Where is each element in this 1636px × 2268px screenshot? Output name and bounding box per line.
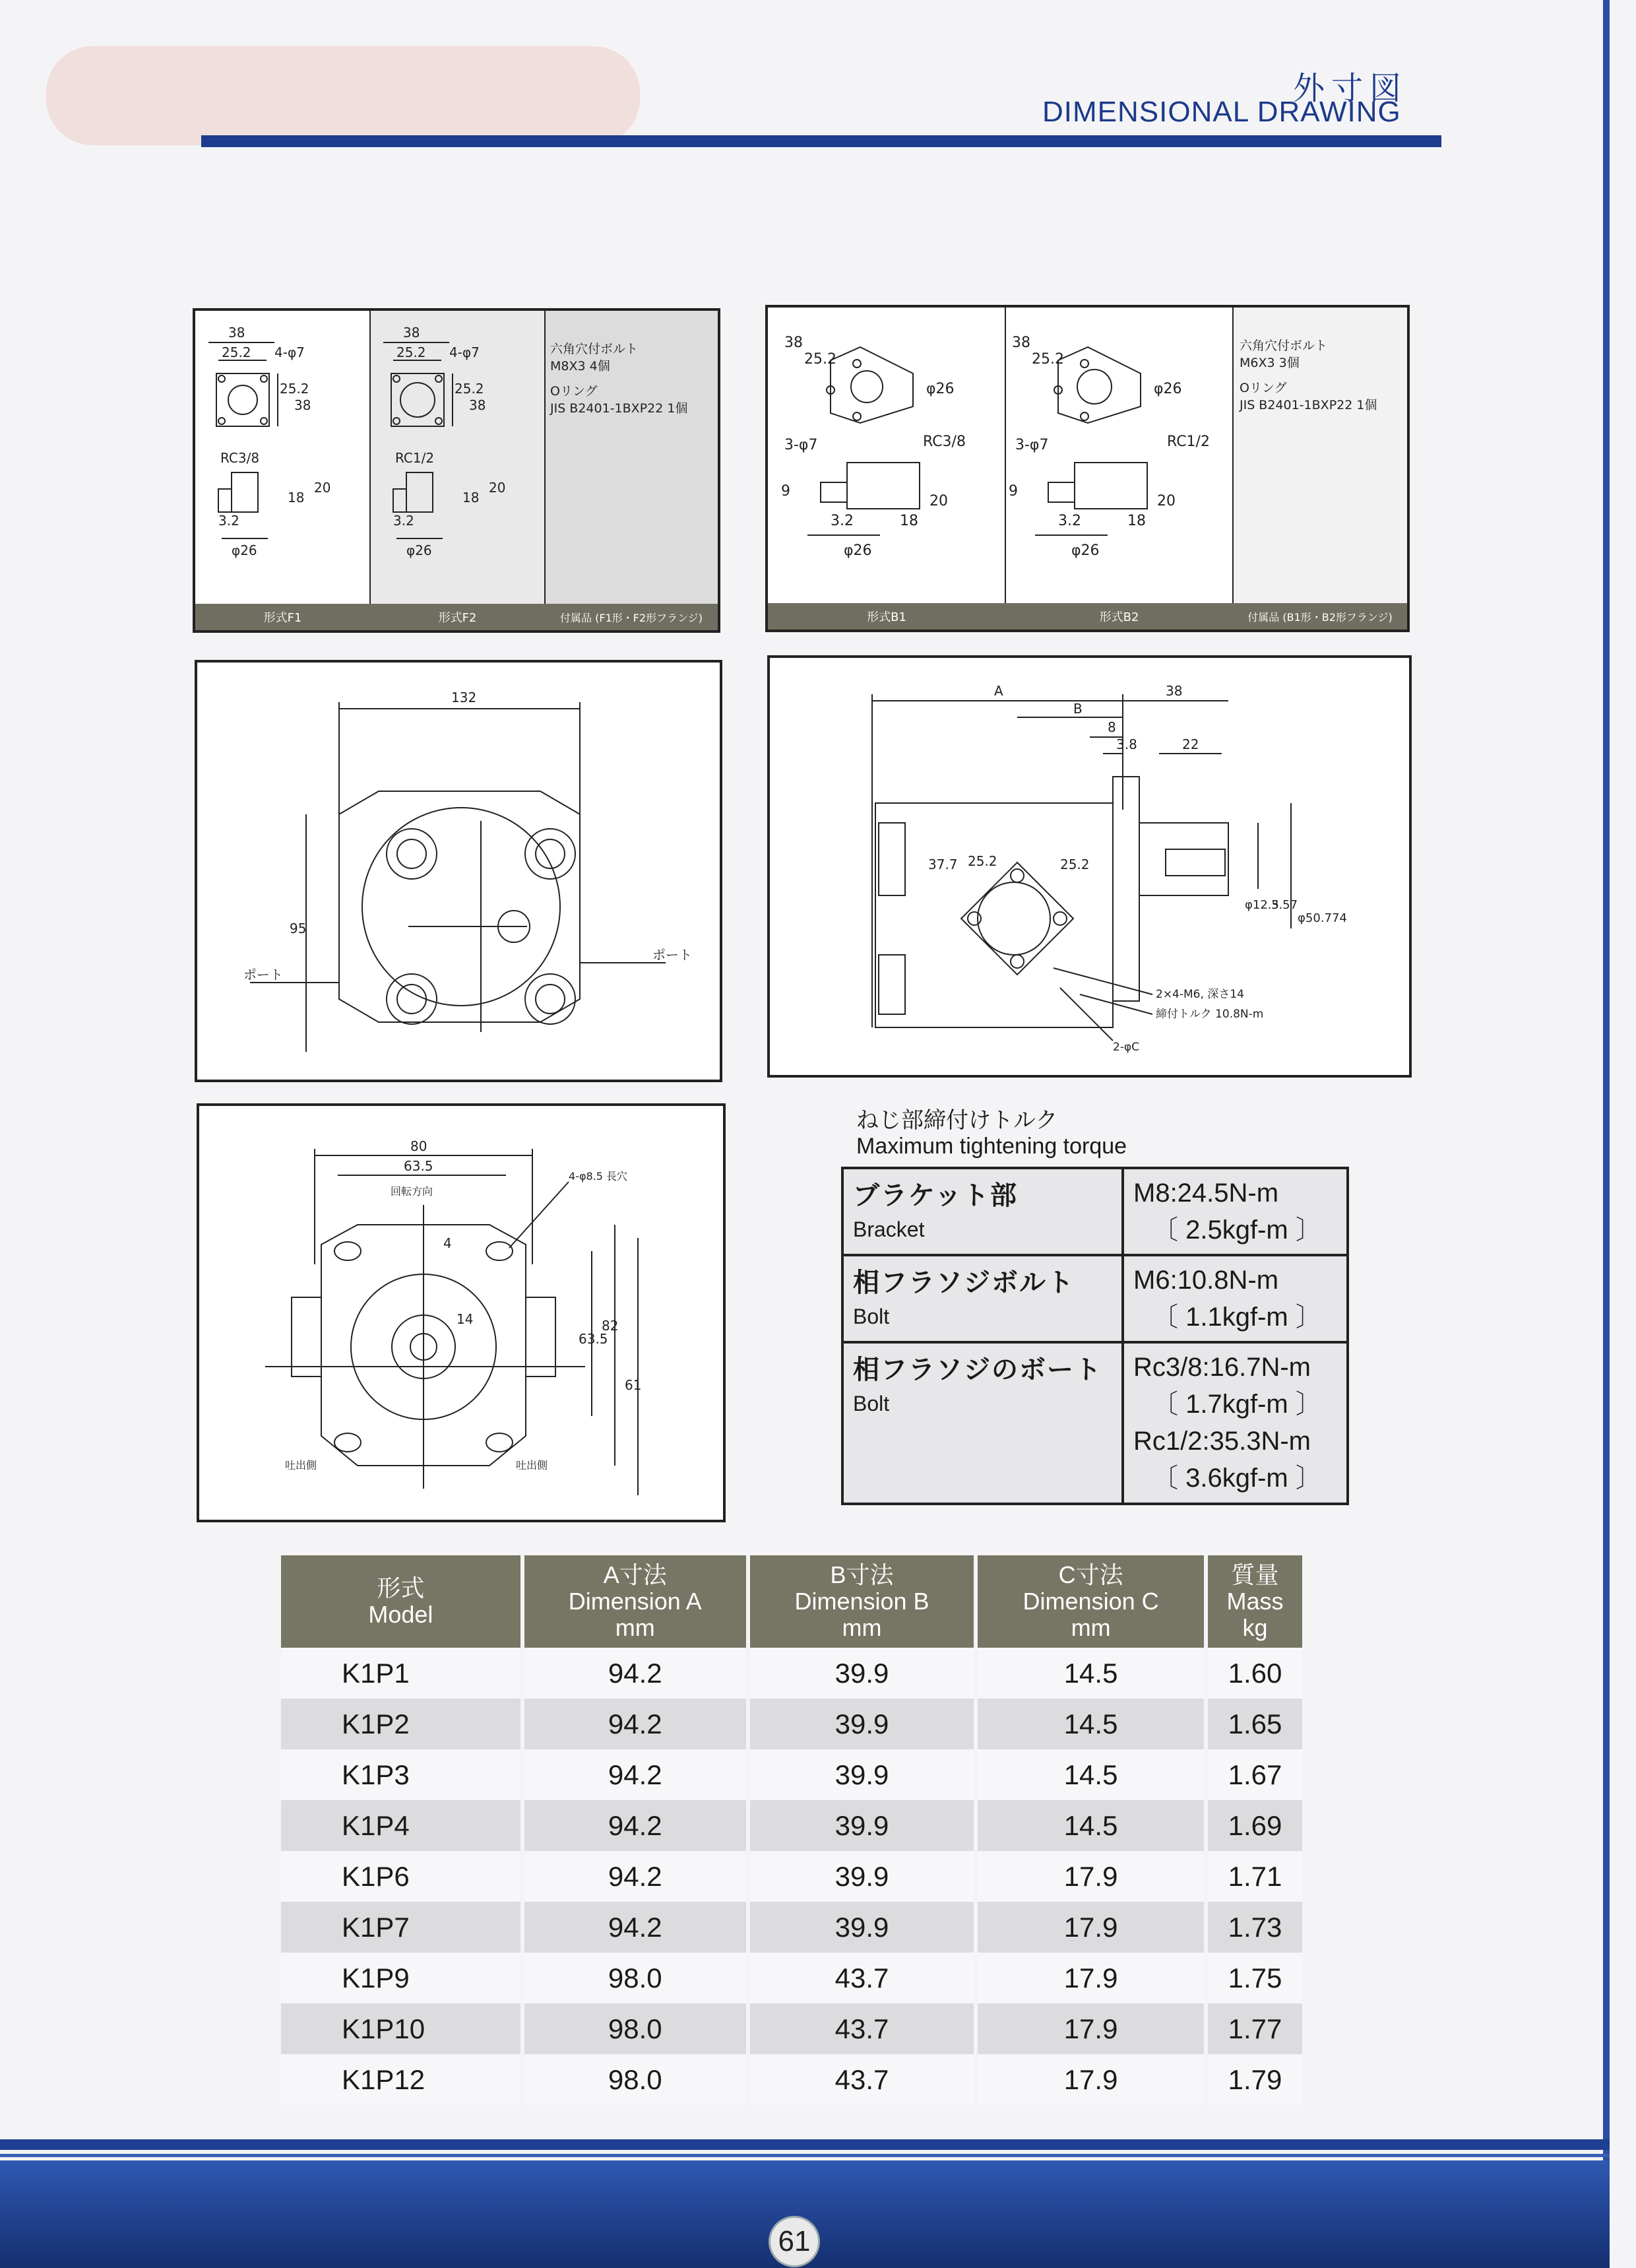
caption-f2: 形式F2 <box>370 604 545 630</box>
cell-dim-c: 17.9 <box>978 2003 1204 2054</box>
table-row <box>281 2054 1302 2105</box>
dim-80: 80 <box>410 1138 427 1154</box>
slot-note: 4-φ8.5 長穴 <box>569 1170 628 1183</box>
hole-note: 2-φC <box>1113 1041 1140 1054</box>
b2-dim: φ26 <box>1071 542 1100 559</box>
cell-dim-b: 39.9 <box>750 1851 974 1902</box>
torque-heading-jp: ねじ部締付けトルク <box>856 1107 1058 1134</box>
b2-dim: 9 <box>1009 483 1018 500</box>
f1-dim: 38 <box>228 325 245 340</box>
cell-dim-a: 98.0 <box>524 1953 746 2003</box>
cell-model: K1P6 <box>281 1851 520 1902</box>
caption-b2: 形式B2 <box>1005 603 1233 630</box>
cell-dim-c: 17.9 <box>978 1902 1204 1953</box>
cell-dim-c: 14.5 <box>978 1648 1204 1699</box>
cell-dim-b: 39.9 <box>750 1800 974 1851</box>
torque-value-kgf: 〔 1.1kgf-m 〕 <box>1152 1303 1322 1332</box>
flange-f-panel <box>193 308 720 633</box>
cell-mass: 1.71 <box>1208 1851 1302 1902</box>
b1-dim: 25.2 <box>804 351 836 368</box>
cell-dim-a: 94.2 <box>524 1749 746 1800</box>
caption-f1: 形式F1 <box>195 604 370 630</box>
table-row <box>281 1800 1302 1851</box>
page-edge-strip <box>1603 0 1610 2268</box>
cell-dim-b: 39.9 <box>750 1749 974 1800</box>
dim-3-57: 3.57 <box>1271 898 1298 912</box>
b2-dim: 25.2 <box>1032 351 1064 368</box>
cell-mass: 1.75 <box>1208 1953 1302 2003</box>
torque-row-bracket <box>842 1168 1348 1255</box>
cell-mass: 1.60 <box>1208 1648 1302 1699</box>
f2-dim: RC1/2 <box>395 450 435 466</box>
dim-b: B <box>1073 701 1083 717</box>
f2-dim: 25.2 <box>455 381 484 397</box>
table-row <box>281 1648 1302 1699</box>
dim-63-5-v: 63.5 <box>579 1331 608 1347</box>
dim-95: 95 <box>290 921 307 936</box>
table-row <box>281 1749 1302 1800</box>
b1-dim: φ26 <box>844 542 872 559</box>
dim-a: A <box>994 683 1003 699</box>
cell-dim-c: 17.9 <box>978 1953 1204 2003</box>
torque-part-jp: 相フラソジボルト <box>853 1268 1075 1298</box>
cell-dim-b: 43.7 <box>750 2054 974 2105</box>
cell-dim-b: 43.7 <box>750 2003 974 2054</box>
b1-dim: 9 <box>781 483 790 500</box>
b1-dim: 3.2 <box>831 513 854 529</box>
cell-model: K1P9 <box>281 1953 520 2003</box>
torque-row-flange-port <box>842 1342 1348 1504</box>
cell-dim-a: 94.2 <box>524 1902 746 1953</box>
b2-dim: 20 <box>1157 493 1176 509</box>
f2-dim: 18 <box>462 490 480 505</box>
table-row <box>281 1902 1302 1953</box>
f2-dim: φ26 <box>406 542 432 558</box>
table-row <box>281 2003 1302 2054</box>
cell-dim-a: 94.2 <box>524 1851 746 1902</box>
header-dimension-b: B寸法 Dimension B mm <box>750 1555 974 1648</box>
dim-25-2: 25.2 <box>1060 857 1090 872</box>
discharge-label-left: 吐出側 <box>285 1459 317 1472</box>
port-label-right: ポート <box>652 947 692 963</box>
torque-value: M8:24.5N-m <box>1133 1179 1279 1208</box>
torque-value: M6:10.8N-m <box>1133 1266 1279 1295</box>
dim-61: 61 <box>625 1377 642 1393</box>
torque-value: Rc1/2:35.3N-m <box>1133 1427 1311 1456</box>
b1-dim: φ26 <box>926 381 955 397</box>
caption-b1: 形式B1 <box>768 603 1005 630</box>
f2-dim: 3.2 <box>393 513 414 529</box>
b1-dim: 18 <box>900 513 918 529</box>
dim-14: 14 <box>456 1311 474 1327</box>
f1-dim: 18 <box>288 490 305 505</box>
torque-value-kgf: 〔 2.5kgf-m 〕 <box>1152 1215 1322 1245</box>
pump-front-view-panel <box>197 1103 726 1522</box>
b1-dim: 38 <box>784 335 803 351</box>
accessory-notes: 六角穴付ボルト M6X3 3個 Oリング JIS B2401-1BXP22 1個 <box>1240 339 1377 412</box>
caption-accessory: 付属品 (F1形・F2形フランジ) <box>545 604 718 630</box>
dim-132: 132 <box>451 690 477 705</box>
dim-key: 4 <box>443 1235 452 1251</box>
torque-note: 締付トルク 10.8N-m <box>1156 1008 1264 1021</box>
b1-dim: RC3/8 <box>923 434 966 450</box>
cell-model: K1P7 <box>281 1902 520 1953</box>
f1-dim: 4-φ7 <box>274 344 305 360</box>
header-dimension-a: A寸法 Dimension A mm <box>524 1555 746 1648</box>
pump-side-view-panel <box>767 655 1412 1078</box>
model-spec-table <box>277 1555 1306 2105</box>
torque-part-jp: 相フラソジのボート <box>853 1355 1102 1385</box>
dim-25-2: 25.2 <box>968 853 997 869</box>
tap-note: 2×4-M6, 深さ14 <box>1156 988 1244 1001</box>
cell-model: K1P12 <box>281 2054 520 2105</box>
b2-dim: 3-φ7 <box>1015 437 1049 453</box>
cell-model: K1P4 <box>281 1800 520 1851</box>
cell-mass: 1.77 <box>1208 2003 1302 2054</box>
cell-dim-c: 14.5 <box>978 1699 1204 1749</box>
torque-value: Rc3/8:16.7N-m <box>1133 1353 1311 1382</box>
f1-dim: φ26 <box>232 542 257 558</box>
f1-dim: 38 <box>294 397 311 413</box>
cell-dim-b: 39.9 <box>750 1648 974 1699</box>
b2-dim: 38 <box>1012 335 1030 351</box>
dim-63-5: 63.5 <box>404 1158 433 1174</box>
cell-dim-a: 98.0 <box>524 2003 746 2054</box>
pump-front-view-drawing <box>199 1106 723 1520</box>
cell-mass: 1.65 <box>1208 1699 1302 1749</box>
dim-38: 38 <box>1166 683 1183 699</box>
pump-top-view-drawing <box>197 663 720 1080</box>
b2-dim: 18 <box>1127 513 1146 529</box>
page-number: 61 <box>769 2216 820 2267</box>
dim-37-7: 37.7 <box>928 857 958 872</box>
f1-dim: RC3/8 <box>220 450 260 466</box>
cell-dim-b: 39.9 <box>750 1902 974 1953</box>
cell-model: K1P10 <box>281 2003 520 2054</box>
f1-dim: 25.2 <box>280 381 309 397</box>
cell-dim-c: 17.9 <box>978 2054 1204 2105</box>
f2-dim: 25.2 <box>396 344 426 360</box>
table-row <box>281 1953 1302 2003</box>
f1-dim: 3.2 <box>218 513 239 529</box>
torque-heading-en: Maximum tightening torque <box>856 1134 1127 1159</box>
cell-model: K1P1 <box>281 1648 520 1699</box>
cell-model: K1P2 <box>281 1699 520 1749</box>
page-title-en: DIMENSIONAL DRAWING <box>1042 96 1401 128</box>
f1-dim: 25.2 <box>222 344 251 360</box>
dim-pilot-dia: φ50.774 <box>1298 911 1347 925</box>
pump-top-view-panel <box>195 660 722 1082</box>
pump-side-view-drawing <box>770 658 1409 1075</box>
torque-part-en: Bolt <box>853 1305 890 1328</box>
cell-model: K1P3 <box>281 1749 520 1800</box>
table-row <box>281 1699 1302 1749</box>
cell-dim-b: 43.7 <box>750 1953 974 2003</box>
torque-part-en: Bolt <box>853 1392 890 1415</box>
cell-dim-c: 14.5 <box>978 1800 1204 1851</box>
discharge-label-right: 吐出側 <box>516 1459 548 1472</box>
f2-dim: 20 <box>489 480 506 496</box>
cell-dim-b: 39.9 <box>750 1699 974 1749</box>
b2-dim: φ26 <box>1154 381 1182 397</box>
f2-dim: 38 <box>403 325 420 340</box>
torque-value-kgf: 〔 1.7kgf-m 〕 <box>1152 1390 1322 1419</box>
header-mass: 質量 Mass kg <box>1208 1555 1302 1648</box>
torque-part-en: Bracket <box>853 1217 925 1241</box>
b1-dim: 3-φ7 <box>784 437 818 453</box>
b2-dim: RC1/2 <box>1167 434 1210 450</box>
cell-dim-a: 94.2 <box>524 1800 746 1851</box>
port-label-left: ポート <box>243 967 283 983</box>
accessory-notes: 六角穴付ボルト M8X3 4個 Oリング JIS B2401-1BXP22 1個 <box>550 342 688 416</box>
f1-dim: 20 <box>314 480 331 496</box>
b2-dim: 3.2 <box>1058 513 1081 529</box>
b1-dim: 20 <box>929 493 948 509</box>
header-rule <box>201 135 1441 147</box>
cell-dim-a: 94.2 <box>524 1699 746 1749</box>
cell-dim-a: 94.2 <box>524 1648 746 1699</box>
f2-dim: 4-φ7 <box>449 344 480 360</box>
f2-dim: 38 <box>469 397 486 413</box>
header-model: 形式 Model <box>281 1555 520 1648</box>
cell-mass: 1.79 <box>1208 2054 1302 2105</box>
torque-part-jp: ブラケット部 <box>853 1181 1018 1211</box>
header-dimension-c: C寸法 Dimension C mm <box>978 1555 1204 1648</box>
cell-dim-c: 14.5 <box>978 1749 1204 1800</box>
torque-row-flange-bolt <box>842 1255 1348 1342</box>
spec-header-row <box>281 1555 1302 1648</box>
dim-82: 82 <box>602 1318 619 1334</box>
rotation-label: 回転方向 <box>391 1185 433 1198</box>
torque-table <box>841 1167 1349 1505</box>
dim-shaft-dia: φ12.5 <box>1245 898 1279 912</box>
scan-smudge <box>46 46 640 145</box>
dim-8: 8 <box>1108 719 1116 735</box>
footer-rule <box>0 2139 1610 2150</box>
cell-dim-c: 17.9 <box>978 1851 1204 1902</box>
cell-dim-a: 98.0 <box>524 2054 746 2105</box>
dim-3-8: 3.8 <box>1116 736 1137 752</box>
cell-mass: 1.73 <box>1208 1902 1302 1953</box>
cell-mass: 1.69 <box>1208 1800 1302 1851</box>
page-title-jp: 外寸図 <box>1293 70 1408 107</box>
flange-b-panel <box>765 305 1410 632</box>
cell-mass: 1.67 <box>1208 1749 1302 1800</box>
torque-value-kgf: 〔 3.6kgf-m 〕 <box>1152 1464 1322 1493</box>
dim-22: 22 <box>1182 736 1199 752</box>
table-row <box>281 1851 1302 1902</box>
footer-rule-thin <box>0 2154 1610 2157</box>
caption-accessory: 付属品 (B1形・B2形フランジ) <box>1233 603 1407 630</box>
